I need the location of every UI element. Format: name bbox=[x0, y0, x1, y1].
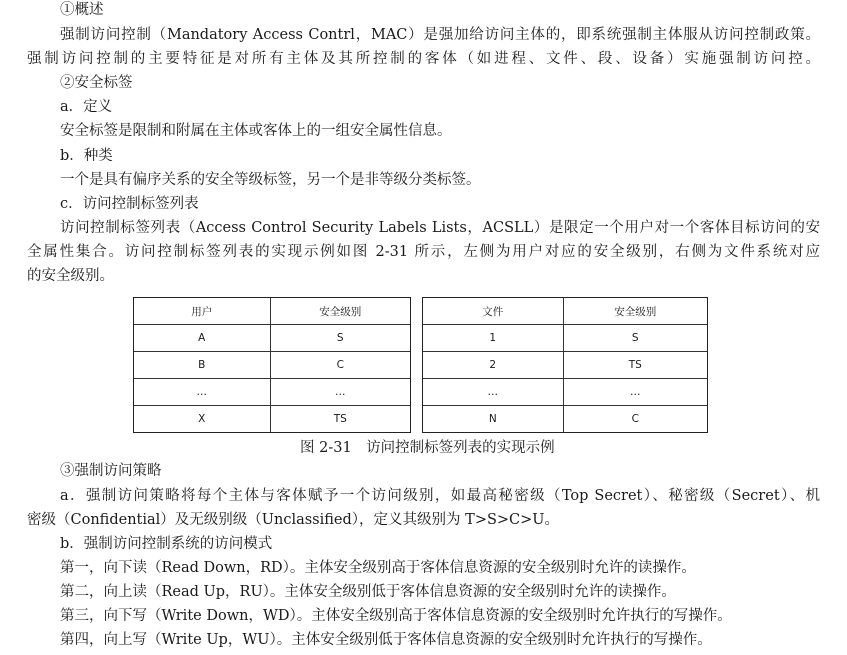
table-cell: … bbox=[134, 379, 271, 405]
mode-write-up: 第四，向上写（Write Up，WU）。主体安全级别低于客体信息资源的安全级别时允许执行的写操作。 bbox=[60, 632, 712, 648]
table-cell: TS bbox=[628, 359, 642, 371]
header-user: 用户 bbox=[134, 298, 271, 324]
acl-paragraph-line2: 全属性集合。访问控制标签列表的实现示例如图 2-31 所示，左侧为用户对应的安全级别，右侧为文件系统对应 bbox=[27, 244, 820, 260]
mode-read-down: 第一，向下读（Read Down，RD）。主体安全级别高于客体信息资源的安全级别时允许的读操作。 bbox=[60, 560, 696, 576]
section1-paragraph-line2: 强制访问控制的主要特征是对所有主体及其所控制的客体（如进程、文件、段、设备）实施强制访问控。 bbox=[27, 51, 820, 67]
file-security-table bbox=[422, 297, 708, 433]
table-row bbox=[134, 405, 410, 432]
section1-paragraph-line1: 强制访问控制（Mandatory Access Contrl，MAC）是强加给访问主体的，即系统强制主体服从访问控制政策。 bbox=[60, 27, 820, 43]
types-label: b．种类 bbox=[60, 148, 113, 164]
section2-heading: ②安全标签 bbox=[60, 75, 133, 91]
table-row bbox=[423, 324, 707, 351]
table-cell: A bbox=[134, 325, 271, 351]
table-cell: … bbox=[335, 386, 346, 398]
table-cell: N bbox=[423, 406, 564, 432]
header-security-level: 安全级别 bbox=[614, 305, 657, 318]
table-row bbox=[423, 378, 707, 405]
table-cell: C bbox=[631, 413, 639, 425]
table-cell: TS bbox=[333, 413, 347, 425]
header-security-level: 安全级别 bbox=[319, 305, 362, 318]
types-text: 一个是具有偏序关系的安全等级标签，另一个是非等级分类标签。 bbox=[60, 172, 481, 188]
section1-heading: ①概述 bbox=[60, 2, 104, 18]
table-cell: … bbox=[630, 386, 641, 398]
table-row bbox=[134, 324, 410, 351]
table-cell: … bbox=[423, 379, 564, 405]
figure-caption: 图 2-31 访问控制标签列表的实现示例 bbox=[300, 440, 555, 456]
table-cell: S bbox=[336, 332, 344, 344]
table-cell: X bbox=[134, 406, 271, 432]
table-cell: 1 bbox=[423, 325, 564, 351]
header-file: 文件 bbox=[423, 298, 564, 324]
acl-paragraph-line1: 访问控制标签列表（Access Control Security Labels Lists，ACSLL）是限定一个用户对一个客体目标访问的安 bbox=[60, 220, 820, 236]
table-cell: C bbox=[336, 359, 344, 371]
definition-text: 安全标签是限制和附属在主体或客体上的一组安全属性信息。 bbox=[60, 123, 452, 139]
acl-label: c．访问控制标签列表 bbox=[60, 196, 199, 212]
mode-read-up: 第二，向上读（Read Up，RU）。主体安全级别低于客体信息资源的安全级别时允许的读操作。 bbox=[60, 584, 676, 600]
user-security-table bbox=[133, 297, 411, 433]
definition-label: a．定义 bbox=[60, 99, 113, 115]
table-cell: 2 bbox=[423, 352, 564, 378]
table-row bbox=[423, 405, 707, 432]
section3-heading: ③强制访问策略 bbox=[60, 463, 162, 479]
acl-paragraph-line3: 的安全级别。 bbox=[27, 268, 114, 284]
policy-paragraph-line2: 密级（Confidential）及无级别级（Unclassified），定义其级别为 T>S>C>U。 bbox=[27, 512, 560, 528]
table-cell: B bbox=[134, 352, 271, 378]
table-row bbox=[134, 378, 410, 405]
table-row bbox=[423, 351, 707, 378]
mode-write-down: 第三，向下写（Write Down，WD）。主体安全级别高于客体信息资源的安全级别时允许执行的写操作。 bbox=[60, 608, 732, 624]
table-cell: S bbox=[631, 332, 639, 344]
table-header-row bbox=[134, 298, 410, 324]
table-header-row bbox=[423, 298, 707, 324]
policy-paragraph-line1: a．强制访问策略将每个主体与客体赋予一个访问级别，如最高秘密级（Top Secret）、秘密级（Secret）、机 bbox=[60, 488, 820, 504]
access-mode-label: b．强制访问控制系统的访问模式 bbox=[60, 536, 273, 552]
table-row bbox=[134, 351, 410, 378]
